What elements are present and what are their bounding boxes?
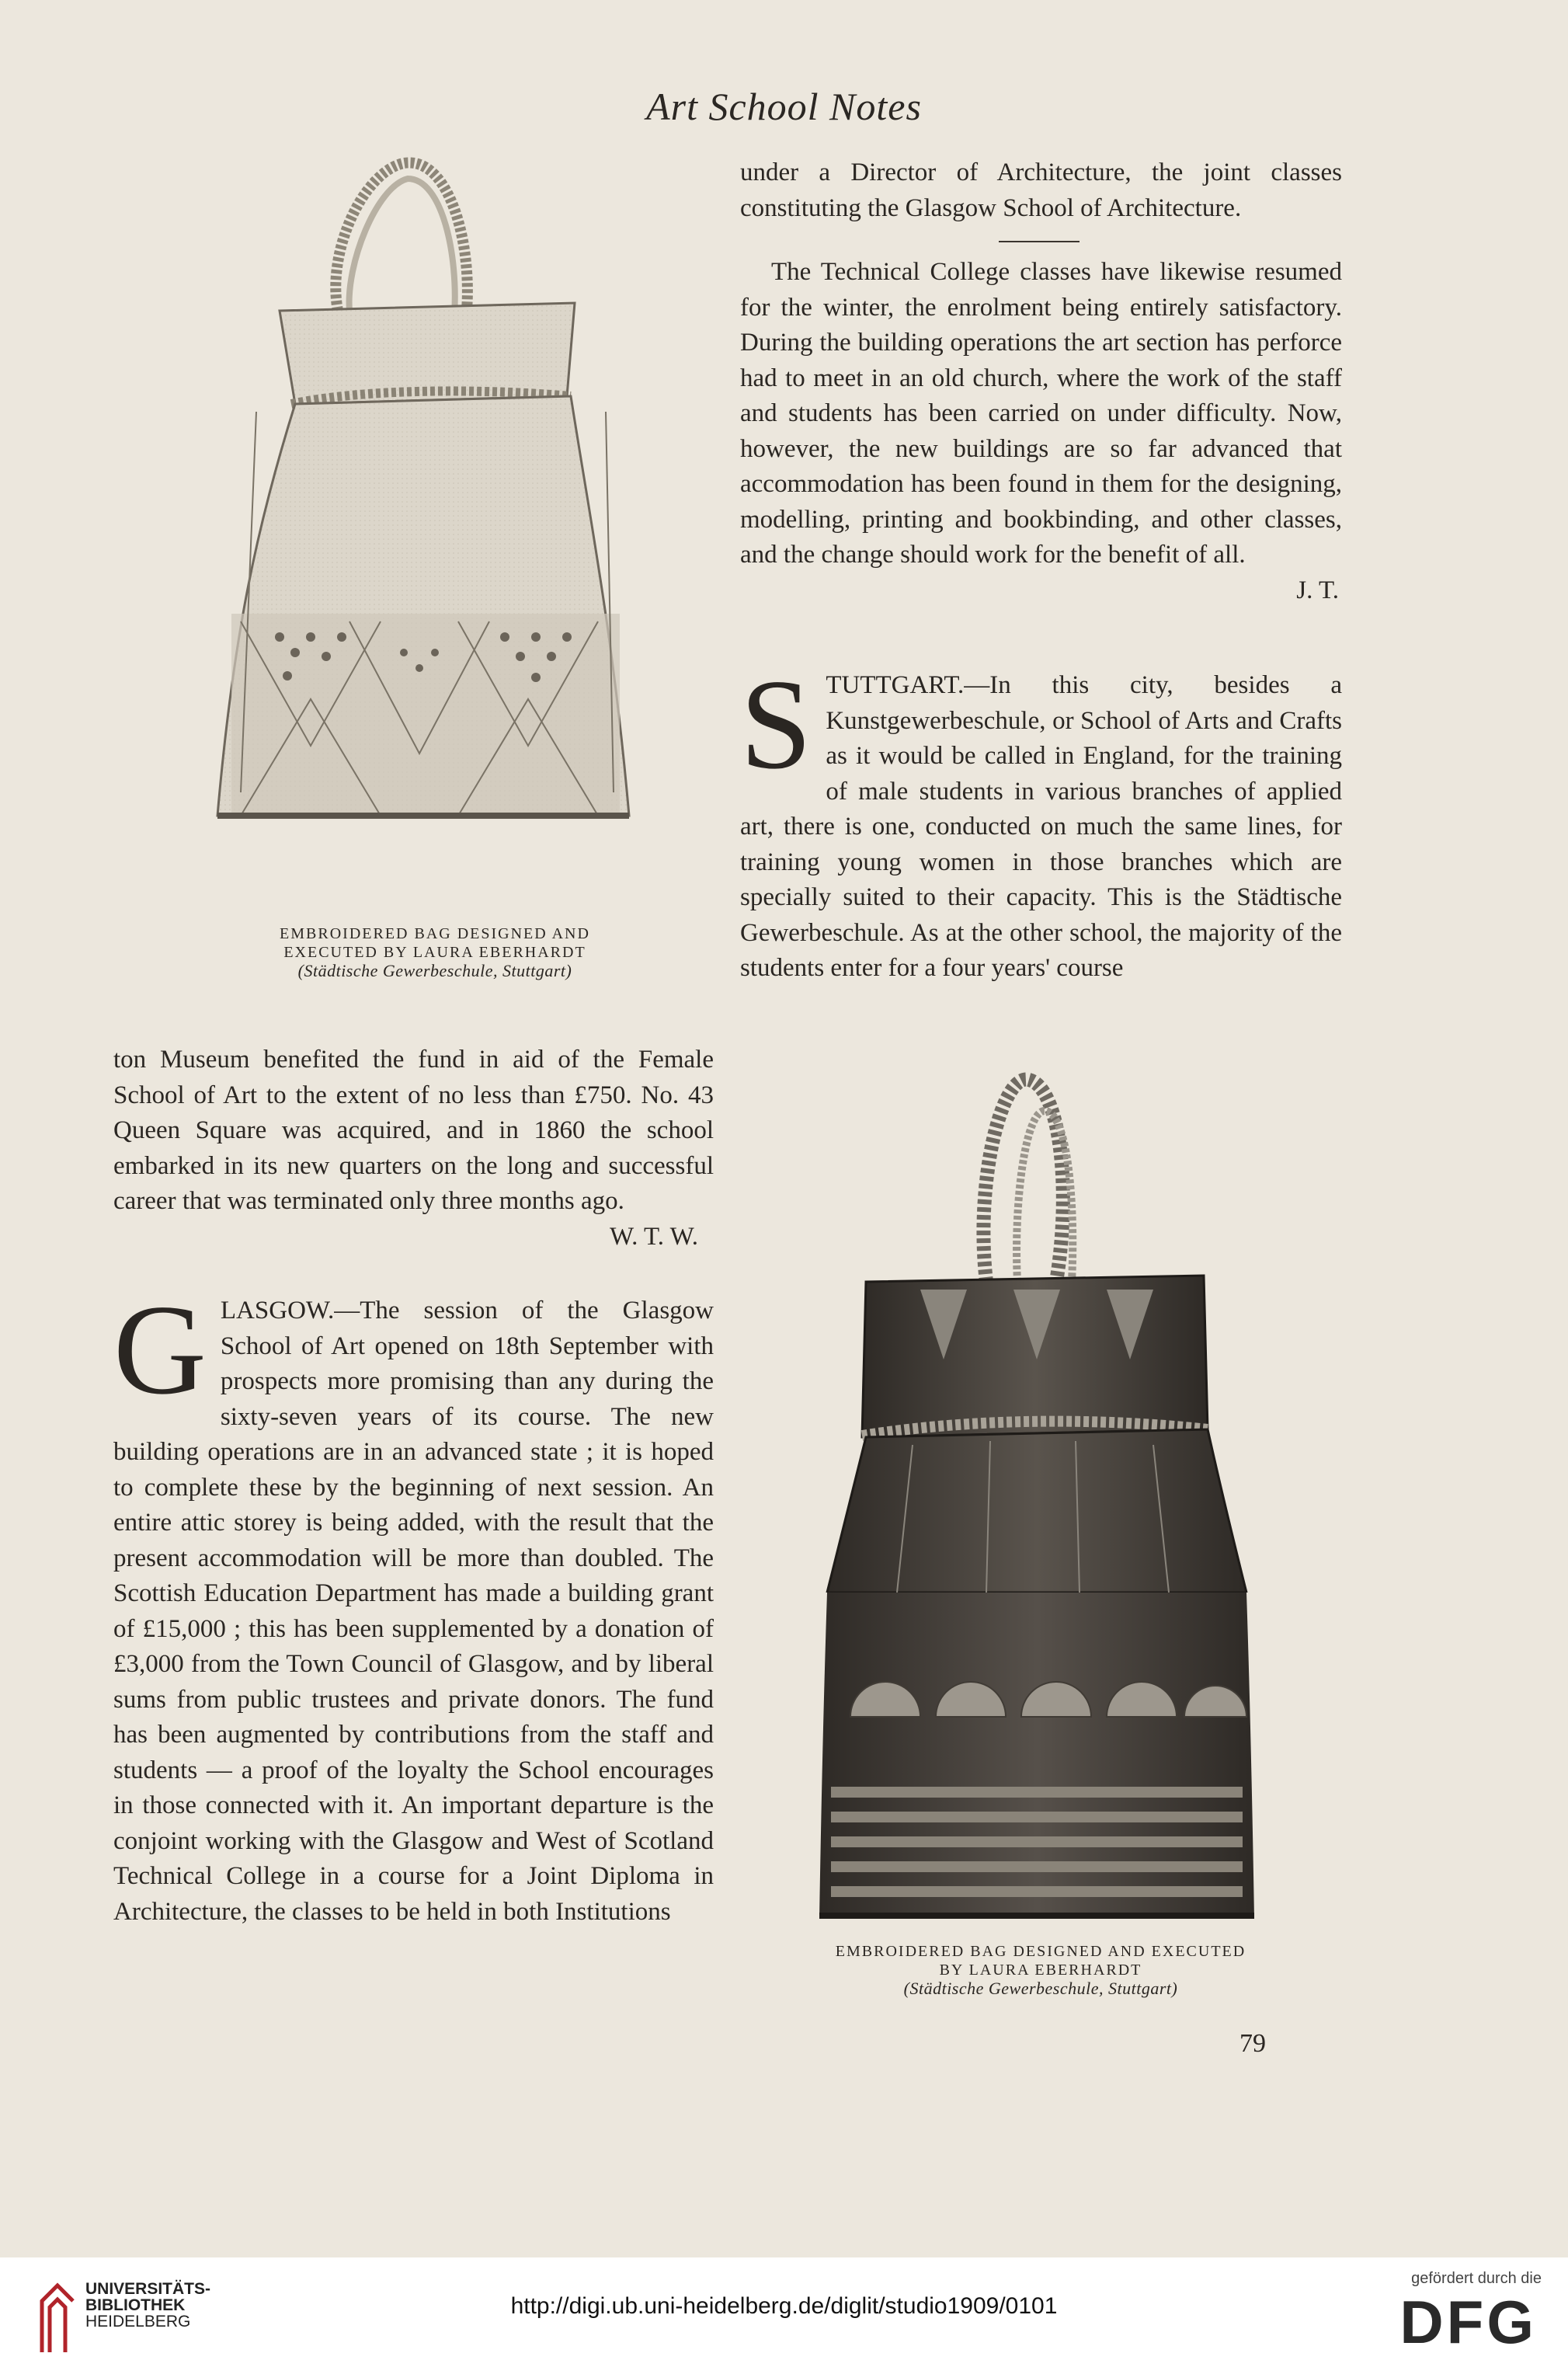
library-line3: HEIDELBERG bbox=[85, 2313, 191, 2330]
bag-illustration-dark bbox=[819, 1064, 1254, 1593]
signature-jt-row bbox=[740, 573, 1342, 609]
signature-jt: J. T. bbox=[1296, 576, 1339, 604]
signature-wtw-row bbox=[113, 1220, 714, 1255]
page-number: 79 bbox=[1239, 2029, 1266, 2058]
bag-illustration-dark-lower bbox=[819, 1593, 1254, 1919]
stuttgart-text: TUTTGART.—In this city, besides a Kunstgewerbeschule, or School of Arts and Crafts as it would be called in England, for the training of male students in various branches of applied art, there is one, conducted on much the same lines, for training young women in those branches which are specially suited to their capacity. This is the Städtische Gewerbeschule. As at the other school, the majority of the students enter for a four years' course bbox=[740, 671, 1342, 982]
figure1-caption-line3: (Städtische Gewerbeschule, Stuttgart) bbox=[297, 961, 572, 980]
figure1-caption-line2: EXECUTED BY LAURA EBERHARDT bbox=[283, 944, 586, 961]
figure1-caption-line1: EMBROIDERED BAG DESIGNED AND bbox=[280, 925, 590, 942]
running-head: Art School Notes bbox=[646, 85, 922, 128]
library-line1: UNIVERSITÄTS- bbox=[85, 2280, 211, 2298]
stuttgart-dropcap: S bbox=[740, 653, 812, 795]
right-column-top bbox=[740, 155, 1342, 226]
glasgow-paragraph bbox=[113, 1278, 714, 1930]
left-para-museum: ton Museum benefited the fund in aid of the Female School of Art to the extent of no less than £750. No. 43 Queen Square was acquired, and in 1860 the school embarked in its new quarters on the long and successful career that was terminated only three months ago. bbox=[113, 1046, 714, 1215]
bag-illustration-light bbox=[210, 155, 645, 893]
figure2-caption-line2: BY LAURA EBERHARDT bbox=[939, 1962, 1142, 1979]
library-line2: BIBLIOTHEK bbox=[85, 2296, 186, 2314]
figure2-caption-line3: (Städtische Gewerbeschule, Stuttgart) bbox=[903, 1979, 1178, 1998]
signature-wtw: W. T. W. bbox=[609, 1222, 698, 1251]
figure2-caption bbox=[769, 1942, 1312, 1998]
section-divider bbox=[999, 241, 1080, 242]
figure-embroidered-bag-dark-lower bbox=[819, 1593, 1254, 1923]
dfg-logo: DFG bbox=[1399, 2288, 1537, 2356]
figure-embroidered-bag-dark bbox=[819, 1064, 1254, 1596]
figure-embroidered-bag-light bbox=[210, 155, 645, 897]
left-column-museum bbox=[113, 1043, 714, 1255]
right-column-stuttgart bbox=[740, 653, 1342, 987]
stuttgart-paragraph bbox=[740, 653, 1342, 987]
left-column-glasgow bbox=[113, 1278, 714, 1930]
right-para-technical-college: The Technical College classes have likewise resumed for the winter, the enrolment being entirely satisfactory. During the building operations the art section has perforce had to meet in an old church, where the work of the staff and students has been carried on under difficulty. Now, however, the new buildings are so far advanced that accommodation has been found in them for the designing, modelling, printing and bookbinding, and other classes, and the change should work for the benefit of all. bbox=[740, 258, 1342, 569]
right-column-technical bbox=[740, 255, 1342, 608]
source-url-link[interactable]: http://digi.ub.uni-heidelberg.de/diglit/studio1909/0101 bbox=[510, 2293, 1058, 2319]
funding-note: gefördert durch die bbox=[1411, 2270, 1542, 2287]
figure2-caption-line1: EMBROIDERED BAG DESIGNED AND EXECUTED bbox=[835, 1943, 1246, 1960]
figure1-caption bbox=[194, 924, 676, 980]
right-para-architecture: under a Director of Architecture, the joint classes constituting the Glasgow School of Architecture. bbox=[740, 158, 1342, 222]
glasgow-dropcap: G bbox=[113, 1278, 207, 1421]
glasgow-text: LASGOW.—The session of the Glasgow School of Art opened on 18th September with prospects more promising than any during the sixty-seven years of its course. The new building operations are in an advanced state ; it is hoped to complete these by the beginning of next session. An entire attic storey is being added, with the result that the present accommodation will be more than doubled. The Scottish Education Department has made a building grant of £15,000 ; this has been supplemented by a donation of £3,000 from the Town Council of Glasgow, and by liberal sums from public trustees and private donors. The fund has been augmented by contributions from the staff and students — a proof of the loyalty the School encourages in those connected with it. An important departure is the conjoint working with the Glasgow and West of Scotland Technical College in a course for a Joint Diploma in Architecture, the classes to be held in both Institutions bbox=[113, 1297, 714, 1926]
